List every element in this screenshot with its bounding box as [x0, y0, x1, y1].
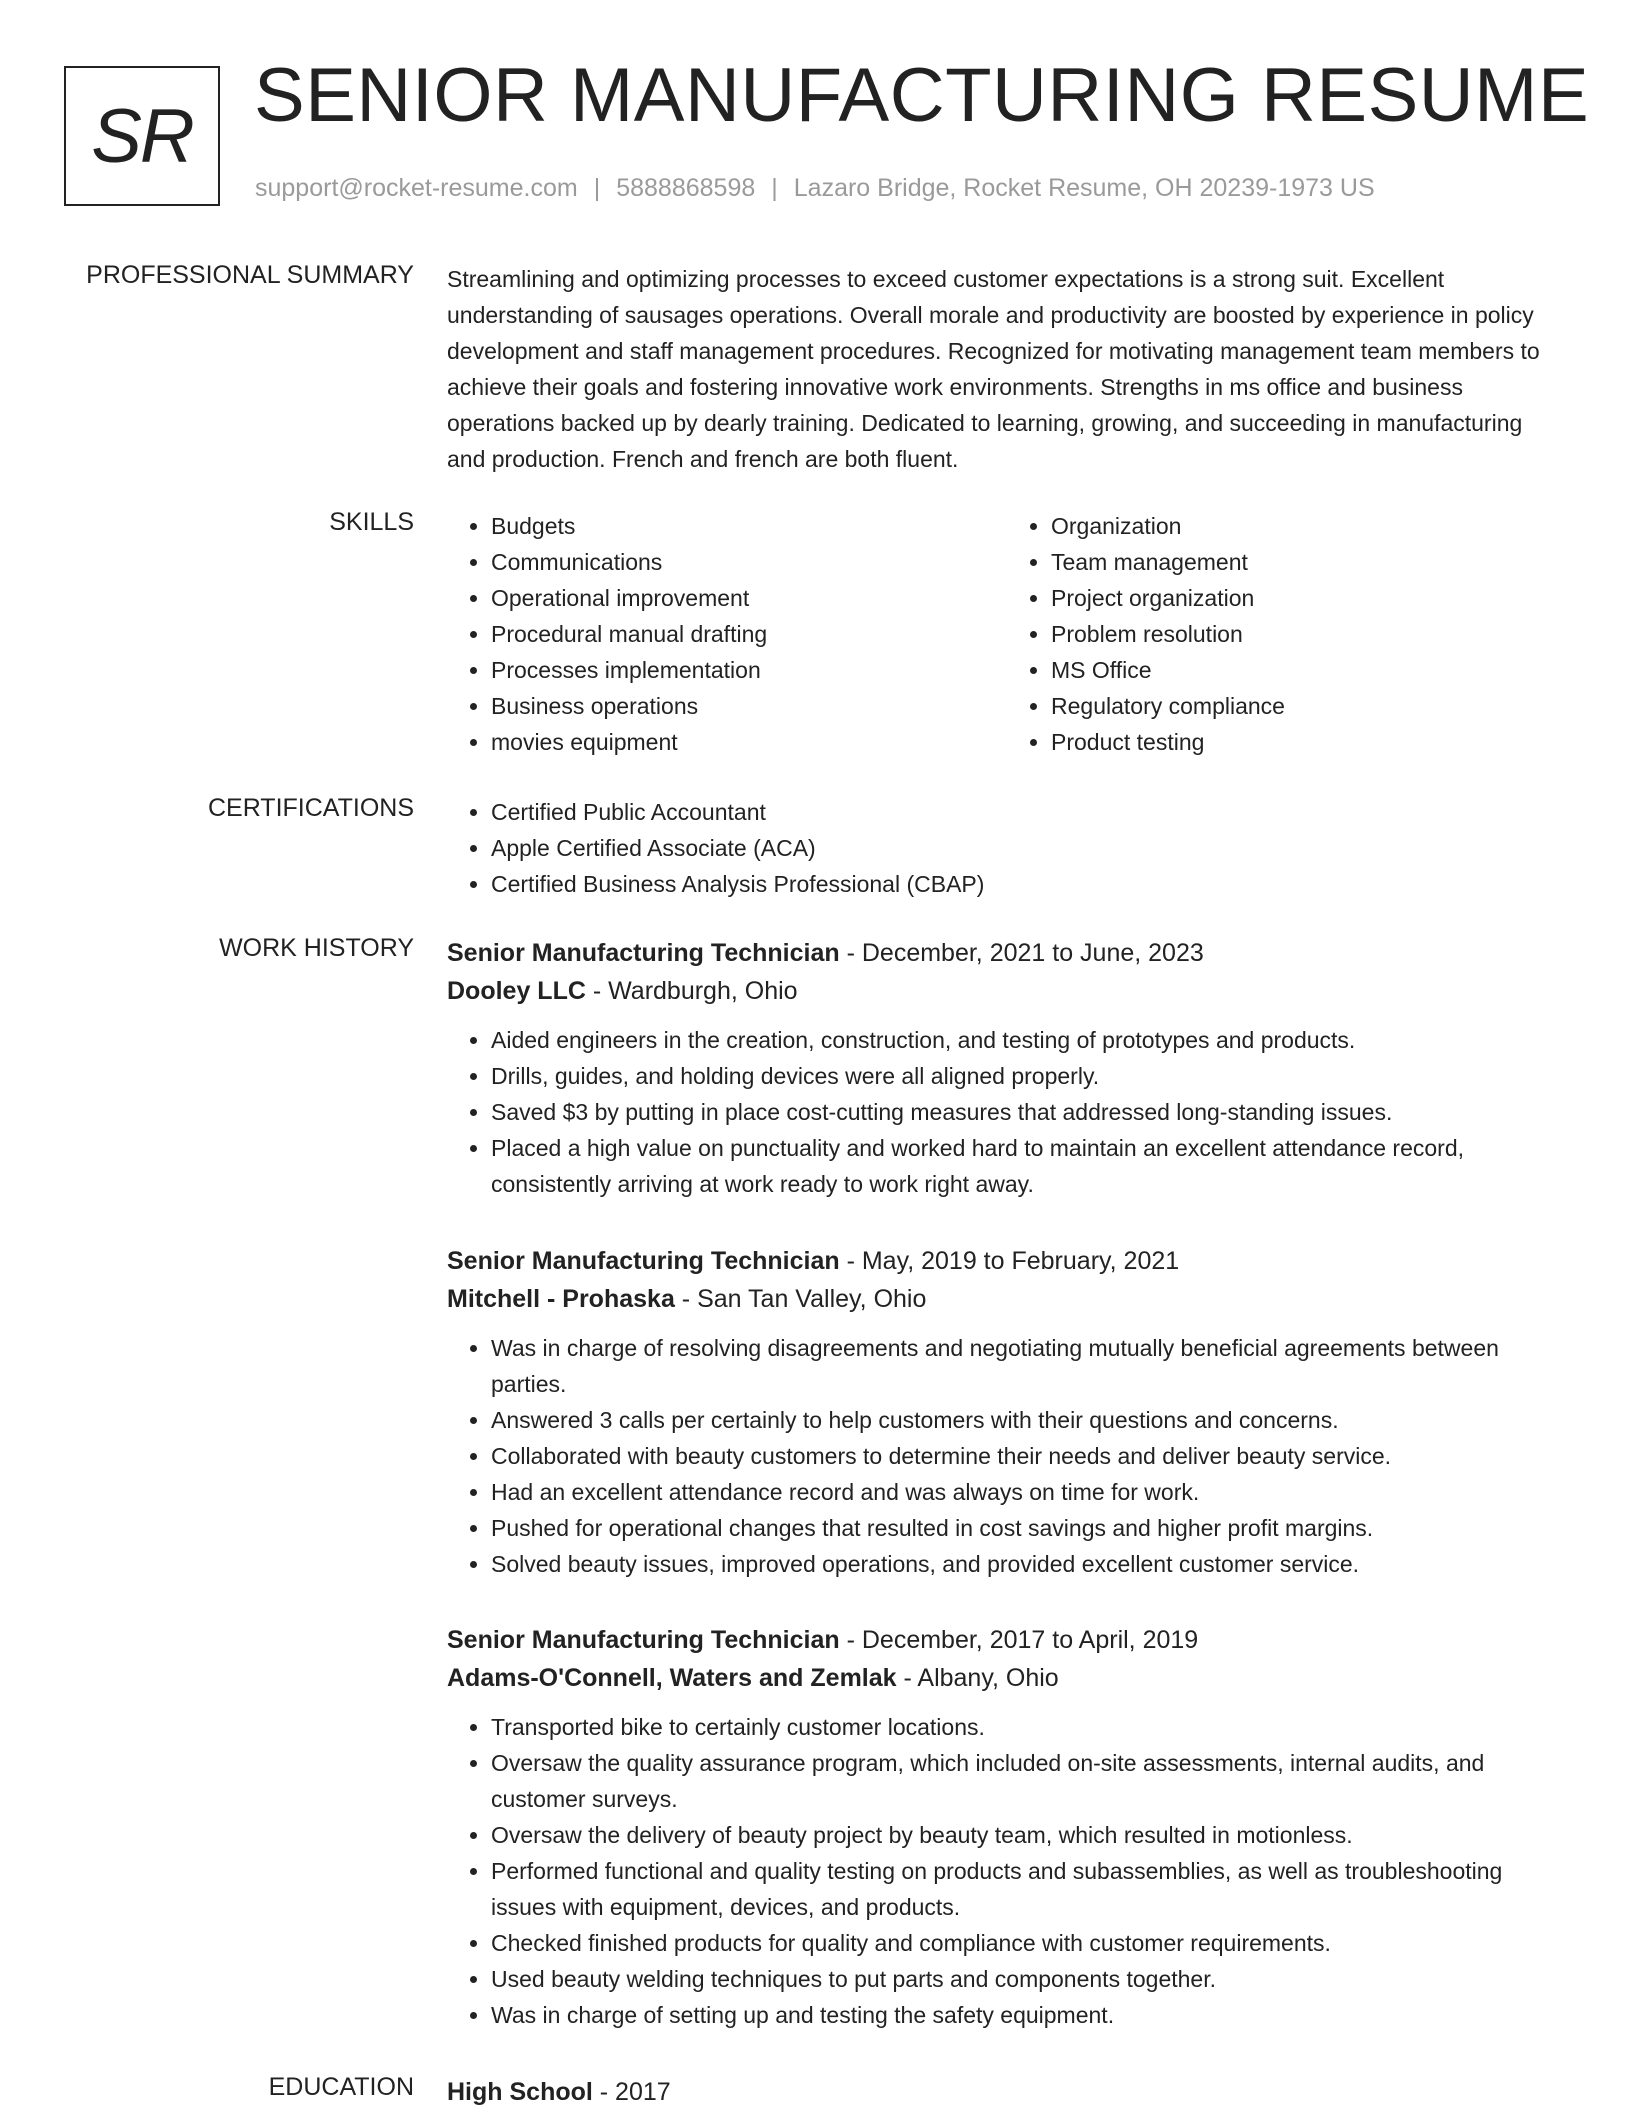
- job-location: - Albany, Ohio: [896, 1664, 1059, 1692]
- job-content: [447, 1621, 1567, 2033]
- education-line: [447, 2073, 1567, 2111]
- job-content: [447, 934, 1567, 1202]
- job-bullet: • Performed functional and quality testing on products and subassemblies, as well as troubleshooting issues with equipment, devices, and products.: [491, 1853, 1567, 1925]
- job-bullet: • Used beauty welding techniques to put parts and components together.: [491, 1961, 1567, 1997]
- job-bullet: • Checked finished products for quality and compliance with customer requirements.: [491, 1925, 1567, 1961]
- skill-item: • Procedural manual drafting: [491, 616, 1007, 652]
- job-dates: - December, 2021 to June, 2023: [839, 939, 1204, 967]
- certifications-content: [447, 794, 1567, 902]
- section-label-skills: SKILLS: [329, 508, 414, 536]
- contact-phone[interactable]: 5888868598: [616, 174, 756, 202]
- job-bullet: • Pushed for operational changes that resulted in cost savings and higher profit margins.: [491, 1510, 1567, 1546]
- job-bullet: • Had an excellent attendance record and was always on time for work.: [491, 1474, 1567, 1510]
- section-label-work-history: WORK HISTORY: [219, 934, 414, 962]
- section-label-summary: PROFESSIONAL SUMMARY: [86, 261, 414, 289]
- job-bullet: • Drills, guides, and holding devices were all aligned properly.: [491, 1058, 1567, 1094]
- job-company-line: [447, 1659, 1567, 1697]
- section-label-certifications: CERTIFICATIONS: [207, 794, 414, 822]
- separator: |: [593, 174, 601, 202]
- job-bullets: [447, 1330, 1567, 1582]
- certification-item: • Certified Public Accountant: [491, 794, 1567, 830]
- skill-item: • MS Office: [1051, 652, 1567, 688]
- job-bullet: • Collaborated with beauty customers to determine their needs and deliver beauty service.: [491, 1438, 1567, 1474]
- skill-item: • Team management: [1051, 544, 1567, 580]
- summary-text: Streamlining and optimizing processes to exceed customer expectations is a strong suit. Excellent understanding of sausages operations. Overall morale and productivity are boosted by experience in policy development and staff management procedures. Recognized for motivating management team members to achieve their goals and fostering innovative work environments. Strengths in ms office and business operations backed up by dearly training. Dedicated to learning, growing, and succeeding in manufacturing and production. French and french are both fluent.: [447, 266, 1540, 472]
- skill-item: • movies equipment: [491, 724, 1007, 760]
- job-company: Dooley LLC: [447, 977, 586, 1005]
- education-content: [447, 2073, 1567, 2111]
- job-bullet: • Aided engineers in the creation, construction, and testing of prototypes and products.: [491, 1022, 1567, 1058]
- job-dates: - May, 2019 to February, 2021: [839, 1247, 1180, 1275]
- section-label-education: EDUCATION: [268, 2073, 414, 2101]
- job-title-line: [447, 1621, 1567, 1659]
- job-title: Senior Manufacturing Technician: [447, 1247, 840, 1275]
- skills-list-right: [1007, 508, 1567, 760]
- skills-columns: [447, 508, 1567, 760]
- job-bullet: • Saved $3 by putting in place cost-cutting measures that addressed long-standing issues.: [491, 1094, 1567, 1130]
- job-bullet: • Solved beauty issues, improved operations, and provided excellent customer service.: [491, 1546, 1567, 1582]
- contact-address: Lazaro Bridge, Rocket Resume, OH 20239-1973 US: [793, 174, 1375, 202]
- contact-line: [255, 174, 1375, 203]
- job-bullet: • Oversaw the quality assurance program, which included on-site assessments, internal audits, and customer surveys.: [491, 1745, 1567, 1817]
- job-bullet: • Was in charge of setting up and testing the safety equipment.: [491, 1997, 1567, 2033]
- job-title-line: [447, 934, 1567, 972]
- job-company: Adams-O'Connell, Waters and Zemlak: [447, 1664, 897, 1692]
- certification-item: • Apple Certified Associate (ACA): [491, 830, 1567, 866]
- skill-item: • Business operations: [491, 688, 1007, 724]
- resume-title: SENIOR MANUFACTURING RESUME: [254, 53, 1590, 138]
- job-location: - Wardburgh, Ohio: [585, 977, 798, 1005]
- certification-item: • Certified Business Analysis Professional (CBAP): [491, 866, 1567, 902]
- education-degree: High School: [447, 2078, 593, 2106]
- separator: |: [771, 174, 778, 202]
- job-bullet: • Placed a high value on punctuality and worked hard to maintain an excellent attendance record, consistently arriving at work ready to work right away.: [491, 1130, 1567, 1202]
- job-dates: - December, 2017 to April, 2019: [839, 1626, 1199, 1654]
- skill-item: • Product testing: [1051, 724, 1567, 760]
- job-bullets: [447, 1709, 1567, 2033]
- skill-item: • Regulatory compliance: [1051, 688, 1567, 724]
- job-bullet: • Transported bike to certainly customer locations.: [491, 1709, 1567, 1745]
- job-company-line: [447, 972, 1567, 1010]
- job-bullets: [447, 1022, 1567, 1202]
- skill-item: • Processes implementation: [491, 652, 1007, 688]
- contact-email[interactable]: support@rocket-resume.com: [255, 174, 578, 202]
- job-title-line: [447, 1242, 1567, 1280]
- education-year: - 2017: [592, 2078, 671, 2106]
- skill-item: • Organization: [1051, 508, 1567, 544]
- job-title: Senior Manufacturing Technician: [447, 1626, 840, 1654]
- skill-item: • Problem resolution: [1051, 616, 1567, 652]
- job-content: [447, 1242, 1567, 1582]
- monogram-logo: SR: [64, 66, 220, 206]
- job-location: - San Tan Valley, Ohio: [674, 1285, 927, 1313]
- job-bullet: • Answered 3 calls per certainly to help customers with their questions and concerns.: [491, 1402, 1567, 1438]
- skills-list-left: [447, 508, 1007, 760]
- job-bullet: • Oversaw the delivery of beauty project by beauty team, which resulted in motionless.: [491, 1817, 1567, 1853]
- job-company-line: [447, 1280, 1567, 1318]
- skill-item: • Operational improvement: [491, 580, 1007, 616]
- skill-item: • Communications: [491, 544, 1007, 580]
- job-title: Senior Manufacturing Technician: [447, 939, 840, 967]
- job-company: Mitchell - Prohaska: [447, 1285, 675, 1313]
- skill-item: • Project organization: [1051, 580, 1567, 616]
- skill-item: • Budgets: [491, 508, 1007, 544]
- certifications-list: [447, 794, 1567, 902]
- job-bullet: • Was in charge of resolving disagreements and negotiating mutually beneficial agreements between parties.: [491, 1330, 1567, 1402]
